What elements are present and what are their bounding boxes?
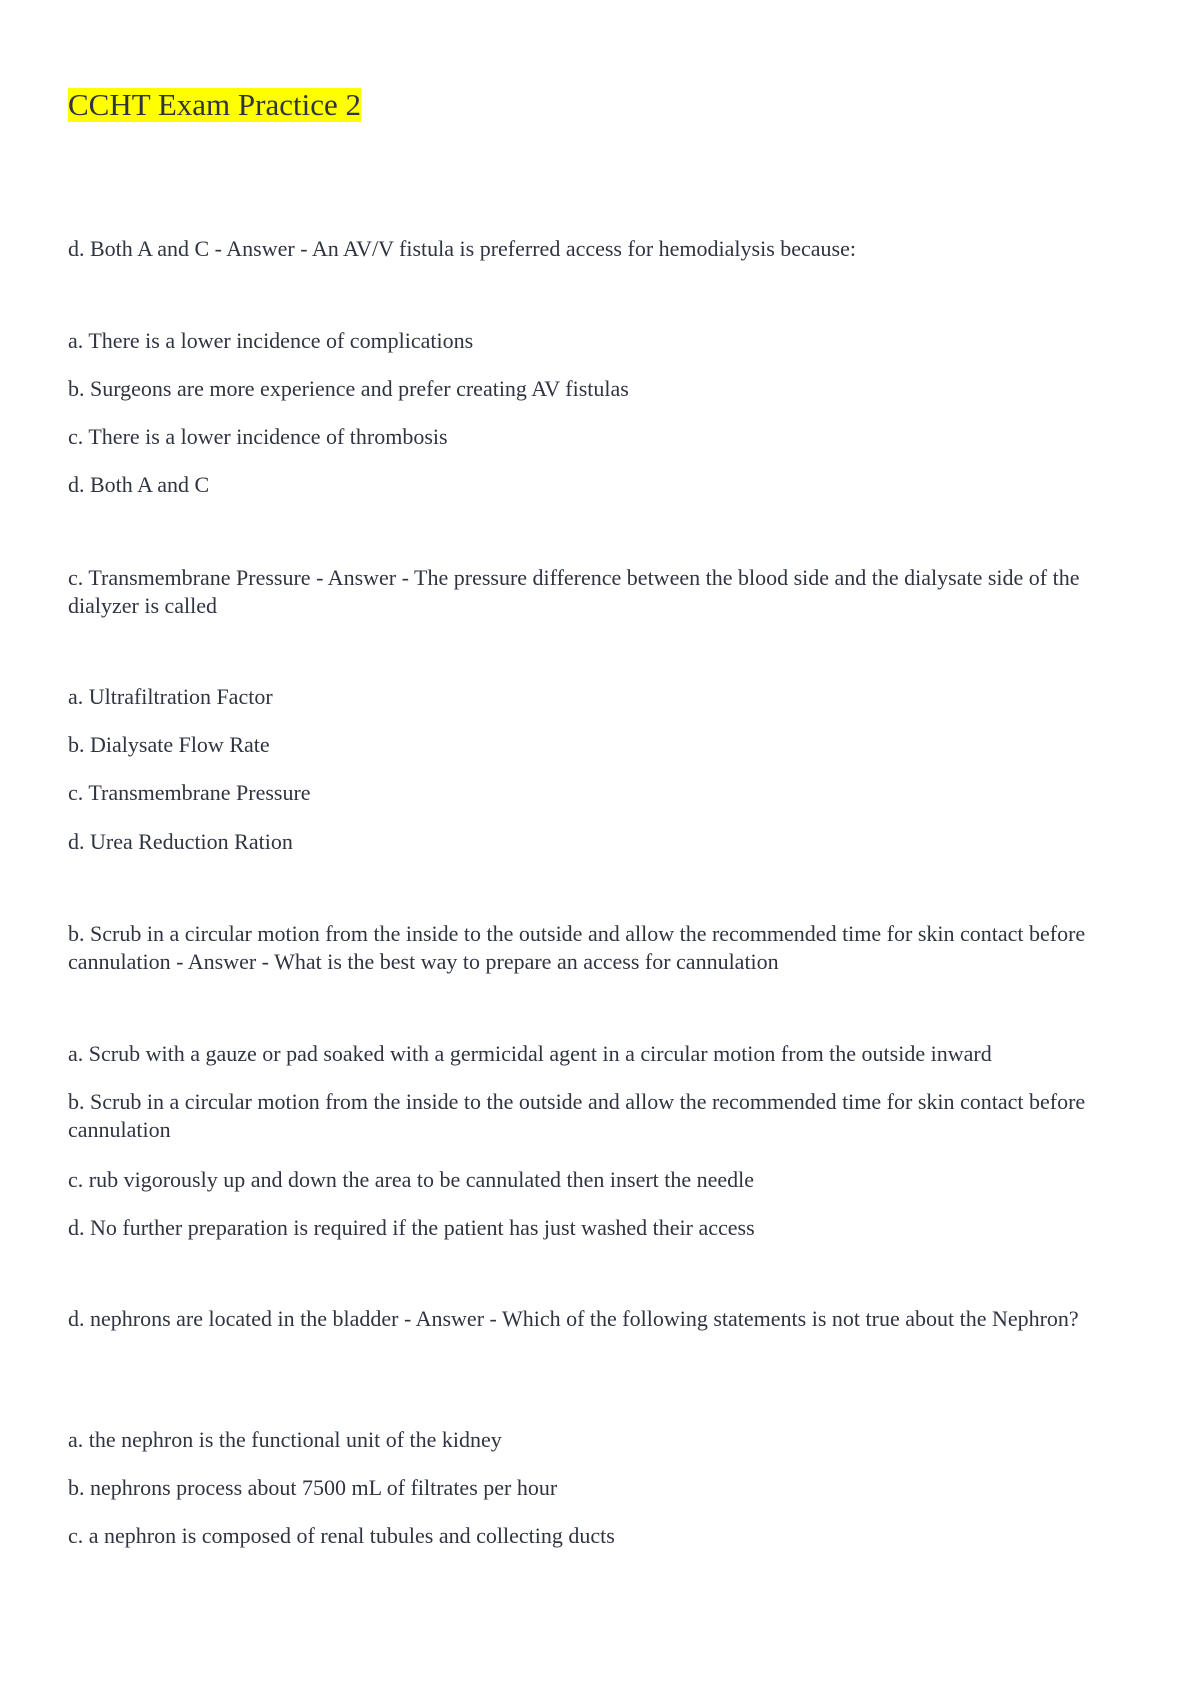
question-1-option-d: d. Both A and C — [68, 472, 210, 497]
question-4-option-b: b. nephrons process about 7500 mL of filtrates per hour — [68, 1475, 558, 1500]
question-3-prompt: b. Scrub in a circular motion from the inside to the outside and allow the recommended time for skin contact before cannulation - Answer - What is the best way to prepare an access for cannulation — [68, 921, 1086, 974]
question-3-option-d: d. No further preparation is required if the patient has just washed their access — [68, 1215, 755, 1240]
question-4-option-a: a. the nephron is the functional unit of the kidney — [68, 1427, 502, 1452]
question-2-option-b: b. Dialysate Flow Rate — [68, 732, 270, 757]
question-1-option-a: a. There is a lower incidence of complications — [68, 328, 474, 353]
question-2-option-d: d. Urea Reduction Ration — [68, 829, 293, 854]
question-3-option-c: c. rub vigorously up and down the area to be cannulated then insert the needle — [68, 1167, 755, 1192]
question-2-prompt: c. Transmembrane Pressure - Answer - The pressure difference between the blood side and the dialysate side of the dialyzer is called — [68, 565, 1080, 618]
question-1-prompt: d. Both A and C - Answer - An AV/V fistula is preferred access for hemodialysis because: — [68, 236, 856, 261]
question-1-option-b: b. Surgeons are more experience and prefer creating AV fistulas — [68, 376, 629, 401]
question-2-option-c: c. Transmembrane Pressure — [68, 780, 311, 805]
question-3-option-a: a. Scrub with a gauze or pad soaked with a germicidal agent in a circular motion from the outside inward — [68, 1041, 992, 1066]
question-4-option-c: c. a nephron is composed of renal tubules and collecting ducts — [68, 1523, 615, 1548]
question-3-option-b: b. Scrub in a circular motion from the inside to the outside and allow the recommended time for skin contact before cannulation — [68, 1089, 1086, 1142]
document-title: CCHT Exam Practice 2 — [68, 87, 362, 122]
question-2-option-a: a. Ultrafiltration Factor — [68, 684, 273, 709]
question-1-option-c: c. There is a lower incidence of thrombosis — [68, 424, 448, 449]
question-4-prompt: d. nephrons are located in the bladder - Answer - Which of the following statements is not true about the Nephron? — [68, 1306, 1079, 1331]
